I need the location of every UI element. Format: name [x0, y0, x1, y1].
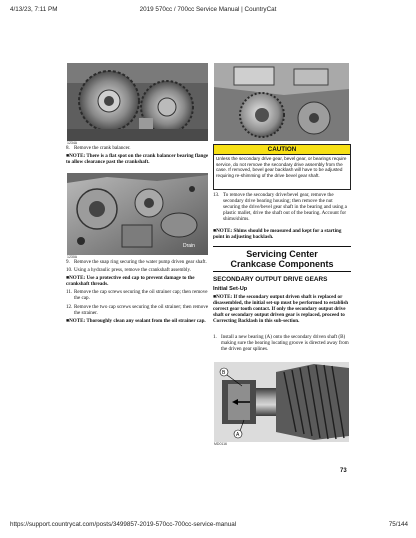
step-9 — [66, 259, 209, 265]
note-crank-balancer: ■NOTE: There is a flat spot on the crank balancer bearing flange to allow clearance past the crankshaft. — [66, 153, 209, 166]
step-number: 10. — [66, 267, 73, 274]
step-10 — [66, 267, 209, 273]
section-title-line1: Servicing Center — [246, 249, 318, 259]
photo-code: 1230A — [67, 255, 78, 259]
note-end-cap: ■NOTE: Use a protective end cap to prevent damage to the crankshaft threads. — [66, 275, 195, 288]
browser-page-title: 2019 570cc / 700cc Service Manual | CountryCat — [139, 6, 277, 13]
section-title — [213, 249, 351, 269]
bearing-shaft-photo — [214, 362, 349, 442]
step-text: Remove the crank balancer. — [74, 145, 131, 151]
browser-page-count: 75/144 — [388, 521, 408, 528]
step-1 — [213, 334, 351, 352]
step-number: 9. — [66, 259, 70, 265]
step-13 — [213, 192, 351, 222]
step-text: Remove the cap screws securing the oil strainer cap; then remove the cap. — [74, 289, 208, 302]
manual-page-number: 73 — [340, 468, 347, 474]
caution-box — [213, 144, 351, 190]
label-b: B — [222, 370, 226, 376]
step-number: 11. — [66, 289, 73, 296]
photo-code: MD0116 — [214, 442, 227, 446]
crankcase-photo — [67, 173, 208, 255]
step-number: 12. — [66, 303, 73, 310]
label-a: A — [236, 432, 240, 438]
drain-label: Drain — [183, 243, 195, 249]
step-text: Remove the two cap screws securing the oil strainer; then remove the strainer. — [74, 303, 209, 316]
step-12 — [66, 304, 209, 316]
photo-code: 1234A — [67, 141, 78, 145]
subsection-title: SECONDARY OUTPUT DRIVE GEARS — [213, 276, 328, 283]
subsection-subtitle: Initial Set-Up — [213, 286, 248, 292]
section-title-line2: Crankcase Components — [230, 259, 334, 269]
step-8 — [66, 145, 209, 151]
caution-text: Unless the secondary drive gear, bevel gear, or bearings require service, do not remove the secondary drive assembly from the case. If removed, bevel gear backlash will have to be adjusted requiring re-shimming of the drive bevel gear shaft. — [216, 156, 347, 178]
section-rule-top — [213, 246, 351, 247]
step-text: Using a hydraulic press, remove the crankshaft assembly. — [74, 267, 191, 274]
step-text: To remove the secondary drive/bevel gear, remove the secondary drive bearing housing; then remove the nut securing the drive/bevel gear shaft in the bearing and using a plastic mallet, drive the shaft out of the bearing. Account for shims/shims. — [223, 192, 347, 223]
steps-9-12 — [66, 259, 209, 324]
step-text: Remove the snap ring securing the water pump driven gear shaft. — [74, 259, 207, 265]
secondary-drive-photo — [214, 63, 349, 141]
crank-balancer-photo — [67, 63, 208, 141]
step-number: 1. — [213, 334, 217, 340]
note-shims: ■NOTE: Shims should be measured and kept for a starting point in adjusting backlash. — [213, 228, 342, 241]
browser-datetime: 4/13/23, 7:11 PM — [10, 6, 58, 13]
caution-title: CAUTION — [214, 145, 350, 155]
step-11 — [66, 289, 209, 301]
step-number: 8. — [66, 145, 70, 151]
step-number: 13. — [213, 192, 220, 198]
step-text: Install a new bearing (A) onto the secondary driven shaft (B) making sure the bearing locating groove is directed away from the driven gear splines. — [221, 334, 349, 353]
browser-url: https://support.countrycat.com/posts/3499857-2019-570cc-700cc-service-manual — [10, 521, 237, 528]
note-sealant: ■NOTE: Thoroughly clean any sealant from the oil strainer cap. — [66, 317, 206, 324]
note-initial-setup: ■NOTE: If the secondary output driven shaft is replaced or disassembled, the initial set-up must be performed to establish correct gear tooth contact. If only the secondary output drive shaft or secondary output driven gear is replaced, proceed to Correcting Backlash in this sub-section. — [213, 294, 349, 325]
section-rule-bottom — [213, 271, 351, 272]
